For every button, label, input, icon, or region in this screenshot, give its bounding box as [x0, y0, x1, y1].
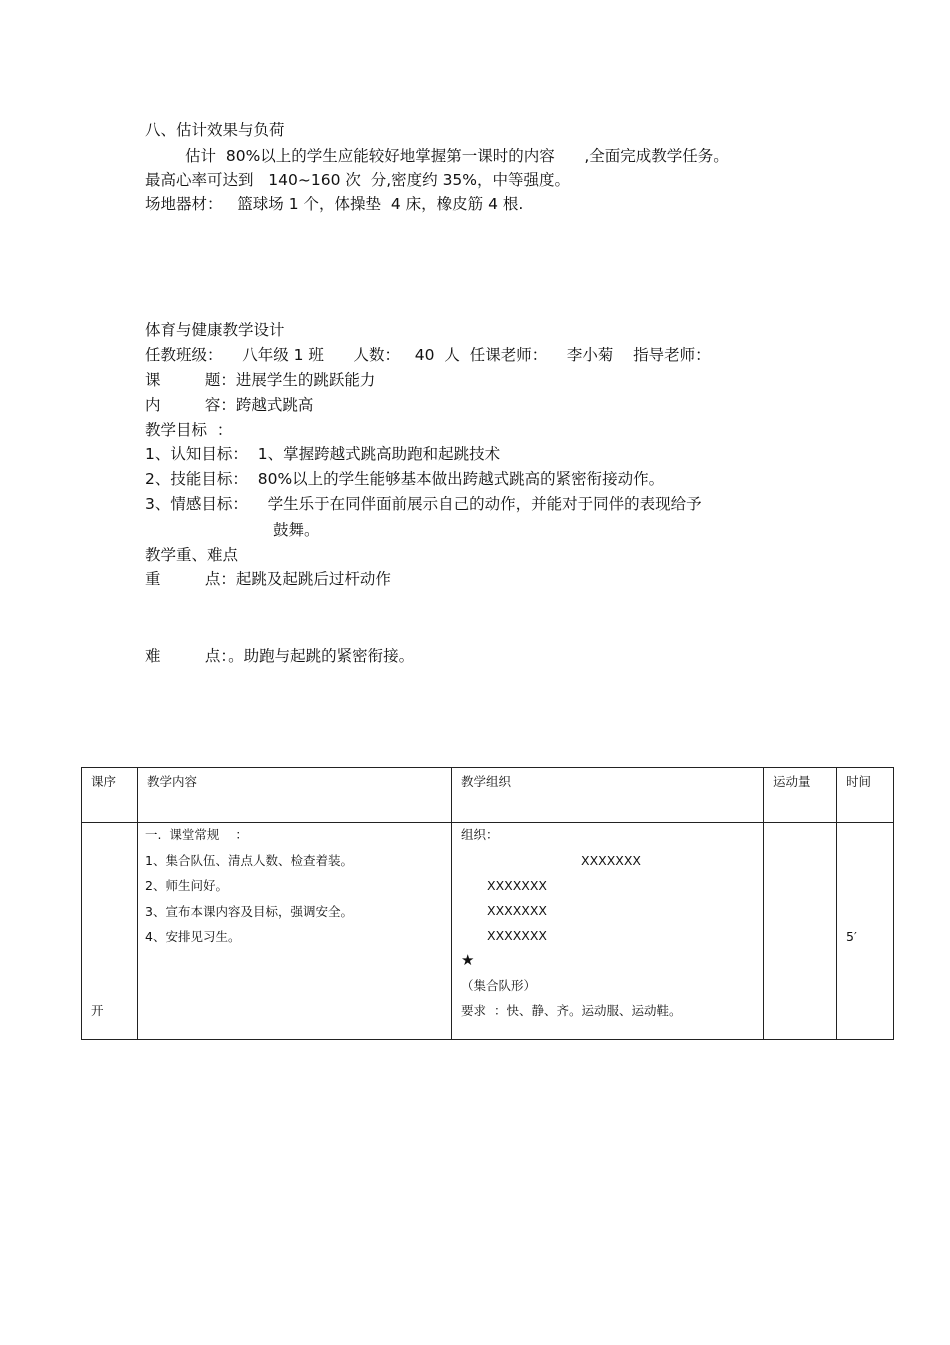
topic-line: 课 题：进展学生的跳跃能力	[145, 371, 376, 389]
formation-caption: （集合队形）	[461, 978, 537, 993]
content-item: 1、集合队伍、清点人数、检查着装。	[145, 853, 353, 868]
goal-affective: 3、情感目标： 学生乐于在同伴面前展示自己的动作，并能对于同伴的表现给予	[145, 495, 702, 513]
time-cell	[837, 823, 894, 1040]
goals-heading: 教学目标 ：	[145, 421, 233, 439]
load-cell	[764, 823, 837, 1040]
key-point-line: 重 点：起跳及起跳后过杆动作	[145, 570, 391, 588]
lesson-plan-table	[81, 767, 894, 1040]
star-icon: ★	[461, 951, 475, 969]
difficult-point-line: 难 点：。助跑与起跳的紧密衔接。	[145, 647, 415, 665]
design-title: 体育与健康教学设计	[145, 321, 285, 339]
key-points-heading: 教学重、难点	[145, 546, 239, 564]
estimate-line: 估计 80%以上的学生应能较好地掌握第一课时的内容 ,全面完成教学任务。	[185, 147, 729, 165]
content-item: 一. 课堂常规 ：	[145, 827, 248, 842]
equipment-line: 场地器材： 篮球场 1 个，体操垫 4 床，橡皮筋 4 根.	[145, 195, 524, 213]
organization-cell	[452, 823, 764, 1040]
header-content: 教学内容	[138, 768, 452, 823]
goal-affective-cont: 鼓舞。	[273, 521, 320, 539]
header-load: 运动量	[764, 768, 837, 823]
requirement-text: 要求 ：快、静、齐。运动服、运动鞋。	[461, 1003, 682, 1018]
goal-skill: 2、技能目标： 80%以上的学生能够基本做出跨越式跳高的紧密衔接动作。	[145, 470, 665, 488]
sequence-cell	[82, 823, 138, 1040]
class-info-line: 任教班级： 八年级 1 班 人数： 40 人 任课老师： 李小菊 指导老师：	[145, 346, 711, 364]
table-header-row	[82, 768, 894, 823]
header-sequence: 课序	[82, 768, 138, 823]
formation-row: XXXXXXX	[487, 928, 547, 943]
sequence-label: 开	[91, 1003, 104, 1018]
section-heading: 八、估计效果与负荷	[145, 121, 285, 139]
formation-row: XXXXXXX	[487, 903, 547, 918]
content-item: 2、师生问好。	[145, 878, 228, 893]
formation-row: XXXXXXX	[581, 853, 641, 868]
content-cell	[138, 823, 452, 1040]
content-item: 3、宣布本课内容及目标，强调安全。	[145, 904, 353, 919]
organization-label: 组织：	[461, 827, 499, 842]
content-line: 内 容：跨越式跳高	[145, 396, 314, 414]
goal-cognitive: 1、认知目标： 1、掌握跨越式跳高助跑和起跳技术	[145, 445, 501, 463]
time-value: 5′	[846, 929, 857, 944]
header-organization: 教学组织	[452, 768, 764, 823]
header-time: 时间	[837, 768, 894, 823]
formation-row: XXXXXXX	[487, 878, 547, 893]
content-item: 4、安排见习生。	[145, 929, 241, 944]
heart-rate-line: 最高心率可达到 140~160 次 分,密度约 35%，中等强度。	[145, 171, 571, 189]
table-row	[82, 823, 894, 1040]
